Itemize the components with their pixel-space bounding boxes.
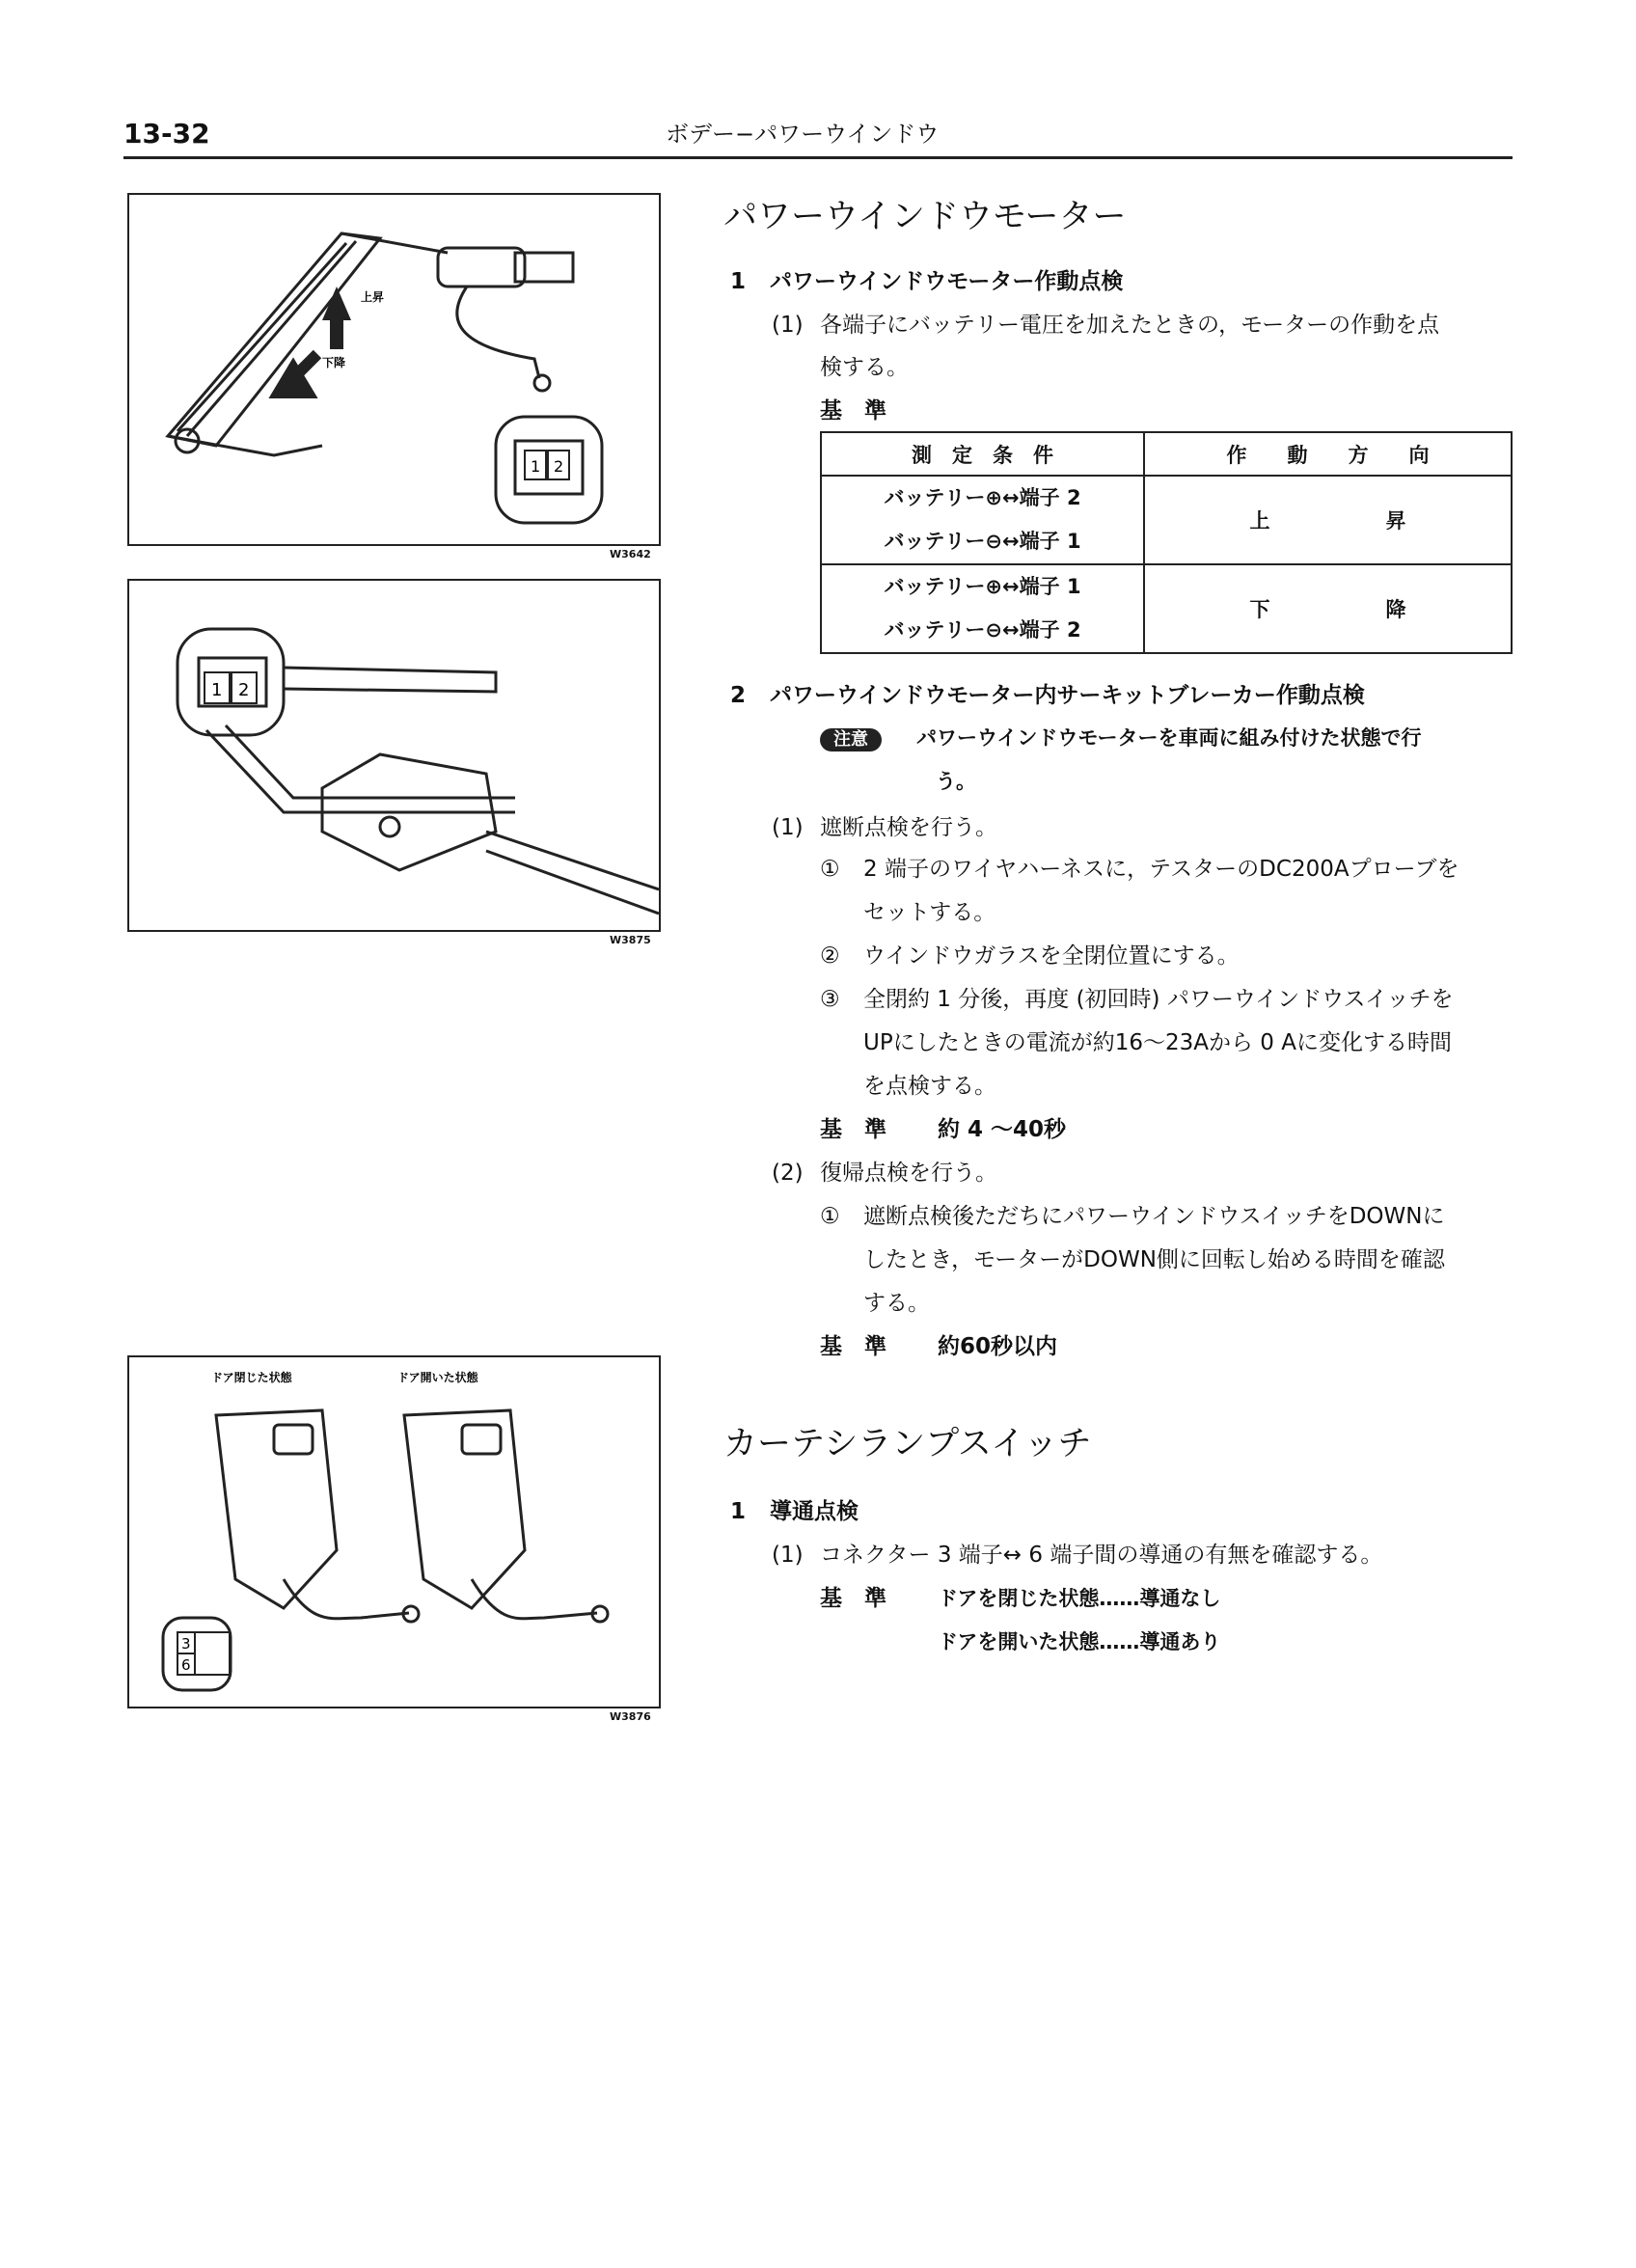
- header-rule: [123, 156, 1513, 159]
- step-title: パワーウインドウモーター作動点検: [770, 269, 1124, 294]
- pin-2: 2: [554, 457, 564, 476]
- body-text: する。: [863, 1291, 930, 1316]
- standard-value: 約 4 〜40秒: [938, 1117, 1067, 1142]
- condition: バッテリー⊖↔端子 1: [884, 530, 1081, 553]
- body-text: 全閉約 1 分後，再度 (初回時) パワーウインドウスイッチを: [863, 987, 1454, 1012]
- body-text: 復帰点検を行う。: [820, 1161, 997, 1186]
- step-num: ②: [820, 943, 840, 969]
- standard-value: 約60秒以内: [938, 1334, 1058, 1359]
- pin-2: 2: [238, 680, 250, 700]
- table-header: 測 定 条 件: [821, 432, 1144, 476]
- standard-label: 基 準: [820, 398, 886, 424]
- label-down: 下降: [322, 356, 346, 369]
- arrow-up-icon: [322, 287, 351, 349]
- condition: バッテリー⊕↔端子 2: [884, 486, 1081, 509]
- body-text: 検する。: [820, 355, 909, 380]
- figure-id: W3875: [610, 934, 651, 946]
- step-num: ①: [820, 1204, 840, 1229]
- pin-6: 6: [181, 1656, 191, 1674]
- window-regulator-illustration: [129, 195, 659, 544]
- pin-3: 3: [181, 1635, 191, 1653]
- table-row: [821, 476, 1512, 564]
- standard-label: 基 準: [820, 1586, 886, 1611]
- standard-label: 基 準: [820, 1117, 886, 1142]
- figure-id: W3642: [610, 548, 651, 560]
- item-number: (1): [772, 815, 804, 840]
- step-number: 1: [730, 1499, 747, 1524]
- caution-text: パワーウインドウモーターを車両に組み付けた状態で行: [916, 726, 1422, 750]
- standard-value: ドアを閉じた状態……導通なし: [938, 1587, 1221, 1610]
- condition: バッテリー⊕↔端子 1: [884, 575, 1081, 598]
- table-header: 作 動 方 向: [1144, 432, 1512, 476]
- figure-id: W3876: [610, 1710, 651, 1723]
- body-text: 遮断点検を行う。: [820, 815, 997, 840]
- pin-1: 1: [531, 457, 541, 476]
- figure-probe-setup: [127, 579, 661, 932]
- figure-window-regulator: [127, 193, 661, 546]
- running-title: ボデー−パワーウインドウ: [666, 121, 940, 148]
- table-row: [821, 564, 1512, 653]
- step-num: ③: [820, 987, 840, 1012]
- body-text: 2 端子のワイヤハーネスに，テスターのDC200Aプローブを: [863, 857, 1459, 882]
- pin-1: 1: [211, 680, 223, 700]
- direction: 上: [1249, 509, 1270, 533]
- probe-illustration: [129, 581, 659, 930]
- body-text: 各端子にバッテリー電圧を加えたときの，モーターの作動を点: [820, 313, 1440, 338]
- body-text: セットする。: [863, 900, 996, 925]
- caution-note: [820, 724, 1422, 752]
- step-number: 2: [730, 683, 747, 708]
- standard-table: [820, 431, 1513, 654]
- body-text: UPにしたときの電流が約16〜23Aから 0 Aに変化する時間: [863, 1030, 1452, 1055]
- standard-value: ドアを開いた状態……導通あり: [938, 1630, 1221, 1653]
- section-heading: カーテシランプスイッチ: [723, 1425, 1092, 1463]
- standard-label: 基 準: [820, 1334, 886, 1359]
- step-number: 1: [730, 269, 747, 294]
- caution-badge: 注意: [820, 728, 882, 751]
- body-text: ウインドウガラスを全閉位置にする。: [863, 943, 1240, 969]
- direction: 下: [1249, 598, 1270, 621]
- body-text: したとき，モーターがDOWN側に回転し始める時間を確認: [863, 1247, 1445, 1272]
- direction: 昇: [1385, 509, 1406, 533]
- page-number: 13-32: [123, 118, 210, 150]
- label-up: 上昇: [361, 290, 385, 304]
- figure-courtesy-switch: [127, 1355, 661, 1708]
- courtesy-switch-illustration: [129, 1357, 659, 1707]
- step-title: パワーウインドウモーター内サーキットブレーカー作動点検: [770, 683, 1365, 708]
- step-num: ①: [820, 857, 840, 882]
- body-text: を点検する。: [863, 1074, 996, 1099]
- condition: バッテリー⊖↔端子 2: [884, 618, 1081, 642]
- step-title: 導通点検: [770, 1499, 859, 1524]
- body-text: 遮断点検後ただちにパワーウインドウスイッチをDOWNに: [863, 1204, 1445, 1229]
- item-number: (1): [772, 1543, 804, 1568]
- section-heading: パワーウインドウモーター: [723, 198, 1127, 236]
- item-number: (1): [772, 313, 804, 338]
- caution-text: う。: [936, 770, 976, 793]
- label-door-closed: ドア閉じた状態: [211, 1371, 292, 1384]
- label-door-open: ドア開いた状態: [397, 1371, 478, 1384]
- direction: 降: [1385, 598, 1406, 621]
- item-number: (2): [772, 1161, 804, 1186]
- body-text: コネクター 3 端子↔ 6 端子間の導通の有無を確認する。: [820, 1543, 1383, 1568]
